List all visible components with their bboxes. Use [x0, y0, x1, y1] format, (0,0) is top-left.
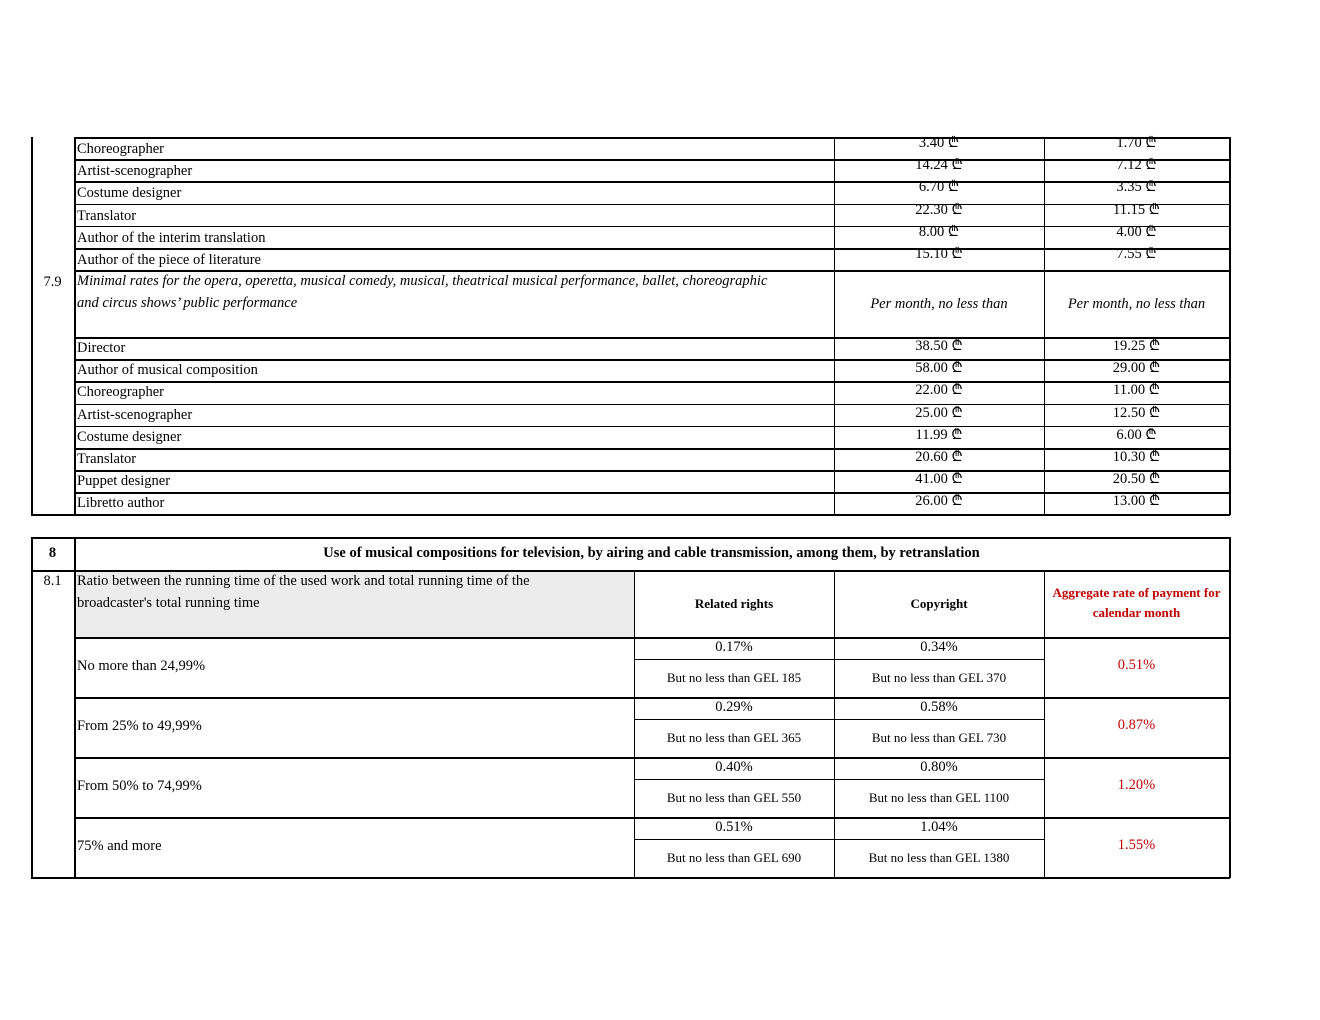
row-name: Translator	[77, 207, 137, 224]
related-rights-minimum: But no less than GEL 365	[666, 730, 802, 745]
row-name: Choreographer	[77, 384, 164, 401]
copyright-header: Copyright	[910, 596, 968, 611]
rate-column-2: 7.12 ₾	[1116, 157, 1157, 174]
table-border	[634, 839, 1044, 840]
row-name: Puppet designer	[77, 473, 171, 490]
table-border	[634, 659, 1044, 660]
rate-column-1: 8.00 ₾	[918, 223, 960, 240]
rate-column-2: 11.00 ₾	[1113, 382, 1160, 399]
table-border	[634, 779, 1044, 780]
row-name: Costume designer	[77, 428, 182, 445]
table-border	[31, 137, 33, 515]
table-border	[31, 537, 33, 878]
related-rights-minimum: But no less than GEL 550	[666, 790, 802, 805]
copyright-minimum: But no less than GEL 1380	[868, 850, 1010, 865]
ratio-header-line-1: Ratio between the running time of the used work and total running time of the	[77, 573, 530, 589]
column-2-header: Per month, no less than	[1067, 296, 1206, 312]
table-border	[834, 137, 835, 515]
rate-column-1: 25.00 ₾	[915, 404, 963, 421]
copyright-minimum: But no less than GEL 730	[871, 730, 1007, 745]
rate-column-1: 41.00 ₾	[915, 471, 963, 488]
section-number: 7.9	[43, 274, 62, 290]
related-rights-rate: 0.29%	[715, 699, 753, 715]
rate-column-2: 13.00 ₾	[1112, 493, 1161, 510]
table-border	[1044, 570, 1045, 878]
rate-column-1: 15.10 ₾	[915, 246, 963, 262]
rate-column-2: 6.00 ₾	[1116, 426, 1157, 443]
section-title-line-2: and circus shows’ public performance	[77, 295, 298, 311]
row-name: Artist-scenographer	[77, 163, 193, 180]
aggregate-header-line-2: calendar month	[1092, 605, 1181, 620]
sub-section-number: 8.1	[43, 573, 62, 589]
rate-column-2: 4.00 ₾	[1116, 223, 1157, 240]
rate-column-2: 29.00 ₾	[1112, 360, 1161, 377]
rate-column-2: 1.70 ₾	[1116, 135, 1157, 151]
rate-column-2: 11.15 ₾	[1113, 201, 1160, 218]
ratio-row-label: From 50% to 74,99%	[77, 778, 202, 794]
table-border	[634, 719, 1044, 720]
table-border	[634, 570, 635, 878]
row-name: Author of the piece of literature	[77, 252, 261, 268]
section-number: 8	[48, 545, 57, 561]
aggregate-rate: 0.51%	[1117, 657, 1156, 673]
rate-column-2: 20.50 ₾	[1112, 471, 1161, 488]
rate-column-1: 26.00 ₾	[915, 493, 963, 510]
table-border	[834, 570, 835, 878]
rate-column-1: 6.70 ₾	[918, 179, 960, 196]
aggregate-rate: 1.55%	[1117, 837, 1156, 853]
rate-column-1: 20.60 ₾	[915, 449, 963, 465]
rate-column-2: 10.30 ₾	[1112, 449, 1161, 465]
table-border	[31, 877, 1230, 879]
copyright-rate: 1.04%	[920, 819, 958, 835]
row-name: Costume designer	[77, 185, 182, 202]
rate-column-1: 22.30 ₾	[915, 201, 963, 218]
ratio-row-label: From 25% to 49,99%	[77, 718, 202, 734]
aggregate-rate: 1.20%	[1117, 777, 1156, 793]
section-title: Use of musical compositions for television, by airing and cable transmission, among them, by retranslation	[323, 545, 980, 561]
table-border	[1229, 137, 1231, 515]
table-border	[74, 537, 76, 878]
row-name: Author of the interim translation	[77, 229, 266, 246]
related-rights-header: Related rights	[694, 596, 774, 611]
rate-column-1: 22.00 ₾	[915, 382, 963, 399]
copyright-rate: 0.34%	[920, 639, 958, 655]
rate-column-1: 11.99 ₾	[915, 426, 963, 443]
row-name: Director	[77, 340, 126, 356]
ratio-header-line-2: broadcaster's total running time	[77, 595, 260, 611]
rate-column-2: 12.50 ₾	[1112, 404, 1161, 421]
rate-column-1: 38.50 ₾	[915, 338, 963, 354]
related-rights-rate: 0.17%	[715, 639, 753, 655]
related-rights-rate: 0.40%	[715, 759, 753, 775]
row-name: Artist-scenographer	[77, 406, 193, 423]
copyright-minimum: But no less than GEL 370	[871, 670, 1007, 685]
table-border	[31, 537, 1230, 539]
copyright-rate: 0.58%	[920, 699, 958, 715]
row-name: Libretto author	[77, 495, 165, 512]
copyright-rate: 0.80%	[920, 759, 958, 775]
rate-column-1: 58.00 ₾	[915, 360, 963, 377]
aggregate-header-line-1: Aggregate rate of payment for	[1052, 585, 1221, 600]
table-border	[31, 570, 1230, 572]
rate-column-2: 3.35 ₾	[1116, 179, 1157, 196]
ratio-row-label: 75% and more	[77, 838, 162, 854]
rate-column-1: 14.24 ₾	[915, 157, 963, 174]
section-title-line-1: Minimal rates for the opera, operetta, musical comedy, musical, theatrical musical performance, ballet, choreographic	[77, 273, 768, 289]
aggregate-rate: 0.87%	[1117, 717, 1156, 733]
row-name: Choreographer	[77, 141, 164, 157]
table-border	[1229, 537, 1231, 878]
related-rights-minimum: But no less than GEL 185	[666, 670, 802, 685]
copyright-minimum: But no less than GEL 1100	[868, 790, 1010, 805]
rate-column-2: 19.25 ₾	[1112, 338, 1161, 354]
table-border	[74, 137, 76, 515]
related-rights-minimum: But no less than GEL 690	[666, 850, 802, 865]
row-name: Author of musical composition	[77, 362, 258, 379]
ratio-row-label: No more than 24,99%	[77, 658, 206, 674]
related-rights-rate: 0.51%	[715, 819, 753, 835]
rate-column-2: 7.55 ₾	[1116, 246, 1157, 262]
table-border	[1044, 137, 1045, 515]
row-name: Translator	[77, 451, 137, 467]
column-1-header: Per month, no less than	[870, 296, 1008, 312]
rate-column-1: 3.40 ₾	[918, 135, 960, 151]
